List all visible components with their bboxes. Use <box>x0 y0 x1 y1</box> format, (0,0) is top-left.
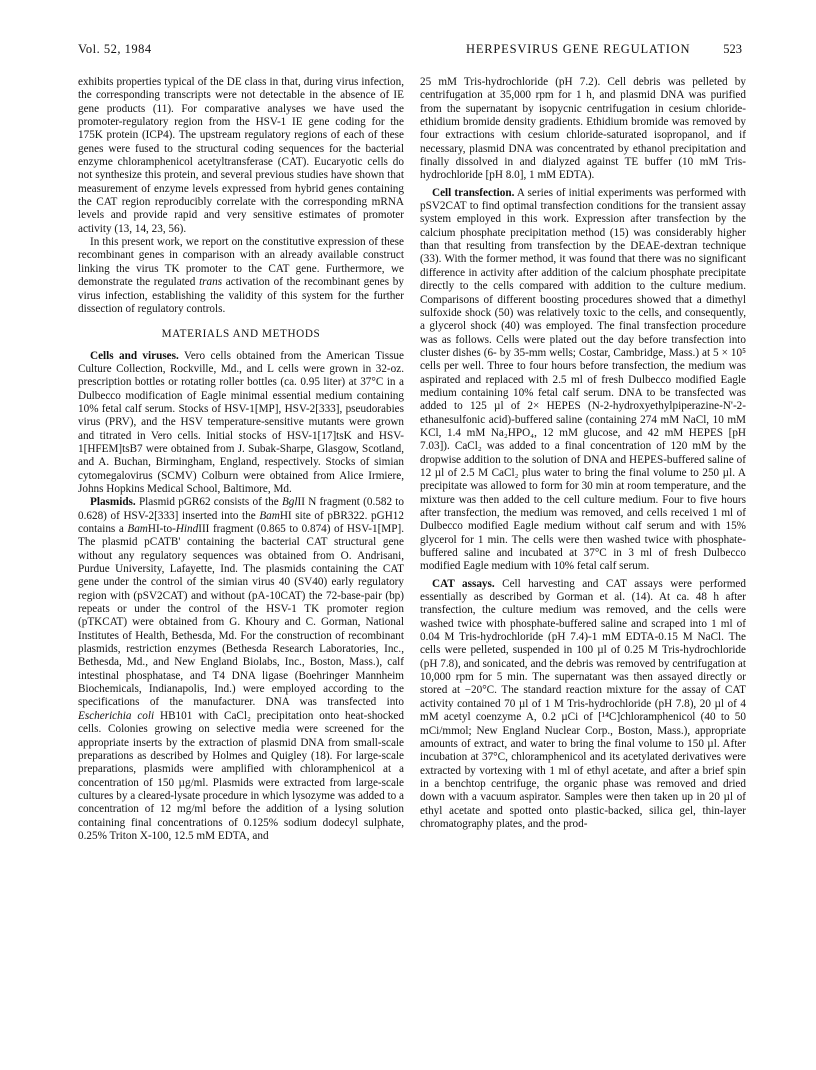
intro-paragraph-continued: exhibits properties typical of the DE class in that, during virus infection, the corresponding transcripts were not detectable in the absence of IE gene products (11). For comparative analyses we have used the promoter-regulatory region from the HSV-1 IE gene coding for the 175K protein (ICP4). The upstream regulatory regions of each of these genes were fused to the structural coding sequences for the bacterial enzyme chloramphenicol acetyltransferase (CAT). Eucaryotic cells do not synthesize this protein, and several previous studies have shown that measurement of enzyme levels expressed from hybrid genes containing the CAT region reproducibly correlate with the corresponding mRNA levels and provide rapid and very sensitive estimates of promoter activity (13, 14, 23, 56). <box>78 76 404 235</box>
plasmids-text-4: HI-to- <box>147 523 176 535</box>
cells-viruses-heading: Cells and viruses. <box>90 349 179 362</box>
plasmids-text-3: HI site of pBR322. pGH12 contains a <box>78 509 404 535</box>
cell-transfection-body: A series of initial experiments was performed with pSV2CAT to find optimal transfection conditions for the transient assay system employed in this work. Expression after transfection by the calcium phosphate precipitation method (15) was considerably higher than that resulting from transfection by the DEAE-dextran technique (33). With the former method, it was found that there was no significant difference in activity after addition of the calcium phosphate precipitate directly to the cells compared with addition to the culture medium. Comparisons of different boosting procedures showed that a dimethyl sulfoxide shock (50) was relatively toxic to the cells, and consequently, a glycerol shock (40) was employed. The final transfection procedure was as follows. Cells were plated out the day before transfection into cluster dishes (6- by 35-mm wells; Costar, Cambridge, Mass.) at 5 × 10⁵ cells per well. Three to four hours before transfection, the medium was aspirated and replaced with 2.5 ml of fresh Dulbecco modified Eagle medium containing 10% fetal calf serum. DNA to be transfected was added to 125 µl of 2× HEPES (N-2-hydroxyethylpiperazine-N'-2-ethanesulfonic acid)-buffered saline (containing 274 mM NaCl, 10 mM KCl, 1.4 mM Na₂HPO₄, 12 mM glucose, and 42 mM HEPES [pH 7.03]). CaCl₂ was added to a final concentration of 120 mM by the dropwise addition to the solution of DNA and HEPES-buffered saline of 12 µl of 2.5 M CaCl₂ plus water to bring the final volume to 250 µl. A precipitate was allowed to form for 30 min at room temperature, and the mixture was then added to the cell culture medium. Four to five hours after transfection, the medium was removed, and cells received 1 ml of Dulbecco modified Eagle medium without calf serum and with 15% glycerol for 1 min. The cells were then washed twice with phosphate-buffered saline and incubated at 37°C in 3 ml of fresh Dulbecco modified Eagle medium with 10% fetal calf serum. <box>420 186 746 573</box>
journal-volume: Vol. 52, 1984 <box>78 42 152 56</box>
plasmids-text-2: II N fragment (0.582 to 0.628) of HSV-2[333] inserted into the <box>78 496 405 522</box>
page-number: 523 <box>723 42 742 56</box>
plasmids-italic-bgl: Bgl <box>281 496 298 509</box>
running-title: HERPESVIRUS GENE REGULATION <box>466 42 691 56</box>
cell-transfection-paragraph <box>420 187 746 574</box>
present-work-text-b: activation of the recombinant genes by virus infection, establishing the validity of this system for the further dissection of regulatory controls. <box>78 276 404 315</box>
plasmids-heading: Plasmids. <box>90 496 136 509</box>
cat-assays-body: Cell harvesting and CAT assays were performed essentially as described by Gorman et al. (14). At ca. 48 h after transfection, the culture medium was removed, and the cells were washed twice with phosphate-buffered saline and scraped into 1 ml of 0.04 M Tris-hydrochloride (pH 7.4)-1 mM EDTA-0.15 M NaCl. The cells were pelleted, suspended in 100 µl of 0.25 M Tris-hydrochloride (pH 7.8), and sonicated, and the debris was removed by centrifugation at 10,000 rpm for 5 min. The supernatant was then assayed directly or stored at −20°C. The standard reaction mixture for the assay of CAT activity contained 70 µl of 1 M Tris-hydrochloride (pH 7.8), 20 µl of 4 mM acetyl coenzyme A, 0.2 µCi of [¹⁴C]chloramphenicol (40 to 50 mCi/mmol; New England Nuclear Corp., Boston, Mass.), appropriate amounts of extract, and water to bring the final volume to 150 µl. After incubation at 37°C, chloramphenicol and its acetylated derivatives were extracted by vortexing with 1 ml of ethyl acetate, and after a brief spin in a benchtop centrifuge, the organic phase was removed and dried down with a vacuum aspirator. Samples were then taken up in 20 µl of ethyl acetate and spotted onto plastic-backed, silica gel, thin-layer chromatography plates, and the prod- <box>420 577 746 830</box>
intro-paragraph-present-work <box>78 236 404 316</box>
plasmids-text-6: HB101 with CaCl₂ precipitation onto heat-shocked cells. Colonies growing on selective media were screened for the appropriate inserts by the extraction of plasmid DNA from small-scale preparations as described by Holmes and Quigley (18). For large-scale preparations, plasmids were amplified with chloramphenicol at a concentration of 150 µg/ml. Plasmids were extracted from large-scale cultures by a cleared-lysate procedure in which lysozyme was added to a concentration of 12 mg/ml before the addition of a lysing solution containing final concentrations of 0.125% sodium dodecyl sulphate, 0.25% Triton X-100, 12.5 mM EDTA, and <box>78 709 404 842</box>
running-header <box>78 42 742 62</box>
cell-transfection-heading: Cell transfection. <box>432 186 515 199</box>
plasmids-text-1: Plasmid pGR62 consists of the <box>135 496 282 509</box>
section-heading-materials-methods: MATERIALS AND METHODS <box>161 328 321 341</box>
plasmids-italic-hind: Hind <box>175 523 199 535</box>
plasmids-italic-ecoli: Escherichia coli <box>78 709 155 722</box>
present-work-text-a: In this present work, we report on the constitutive expression of these recombinant genes in comparison with an already available construct linking the virus TK promoter to the CAT gene. Furthermore, we demonstrate the regulated <box>78 236 404 289</box>
plasmids-italic-bam-2: Bam <box>127 523 148 535</box>
plasmids-paragraph <box>78 496 404 843</box>
plasmids-italic-bam-1: Bam <box>259 509 280 522</box>
present-work-italic: trans <box>199 276 223 289</box>
cells-viruses-paragraph <box>78 350 404 497</box>
cells-viruses-body: Vero cells obtained from the American Tissue Culture Collection, Rockville, Md., and L cells were grown in 32-oz. prescription bottles or rotating roller bottles (ca. 0.95 liter) at 37°C in a Dulbecco modification of Eagle minimal essential medium containing 10% fetal calf serum. Stocks of HSV-1[MP], HSV-2[333], pseudorabies virus (PRV), and the HSV temperature-sensitive mutants were grown and titrated in Vero cells. Initial stocks of HSV-1[17]tsK and HSV-1[HFEM]tsB7 were obtained from J. Subak-Sharpe, Glasgow, Scotland, and A. Buchan, Birmingham, England, respectively. Stocks of simian cytomegalovirus (SCMV) Colburn were obtained from Alice Irmiere, Johns Hopkins Medical School, Baltimore, Md. <box>78 349 404 495</box>
left-column <box>78 76 404 843</box>
plasmid-prep-continued: 25 mM Tris-hydrochloride (pH 7.2). Cell debris was pelleted by centrifugation at 35,000 rpm for 1 h, and plasmid DNA was purified from the supernatant by isopycnic centrifugation in cesium chloride-ethidium bromide density gradients. Ethidium bromide was removed by four extractions with cesium chloride-saturated isopropanol, and if necessary, plasmid DNA was concentrated by ethanol precipitation and finally dissolved in and dialyzed against TE buffer (10 mM Tris-hydrochloride [pH 8.0], 1 mM EDTA). <box>420 76 746 182</box>
cat-assays-heading: CAT assays. <box>432 577 495 590</box>
plasmids-text-5: III fragment (0.865 to 0.874) of HSV-1[MP]. The plasmid pCATB' containing the bacterial CAT structural gene without any regulatory sequences was obtained from O. Andrisani, Purdue University, Lafayette, Ind. The plasmids containing the CAT gene under the control of the simian virus 40 (SV40) early regulatory region with (pSV2CAT) and without (pA-10CAT) the 72-base-pair (bp) repeats or under the control of the HSV-1 TK promoter region (pTKCAT) were obtained from G. Khoury and C. Gorman, National Institutes of Health, Bethesda, Md. For the construction of recombinant plasmids, restriction enzymes (Bethesda Research Laboratories, Inc., Bethesda, Md., and New England Biolabs, Inc., Boston, Mass.), calf intestinal phosphatase, and T4 DNA ligase (Boehringer Mannheim Biochemicals, Indianapolis, Ind.) were employed according to the specifications of the manufacturer. DNA was transfected into <box>78 523 404 709</box>
right-column <box>420 76 746 831</box>
cat-assays-paragraph <box>420 578 746 832</box>
